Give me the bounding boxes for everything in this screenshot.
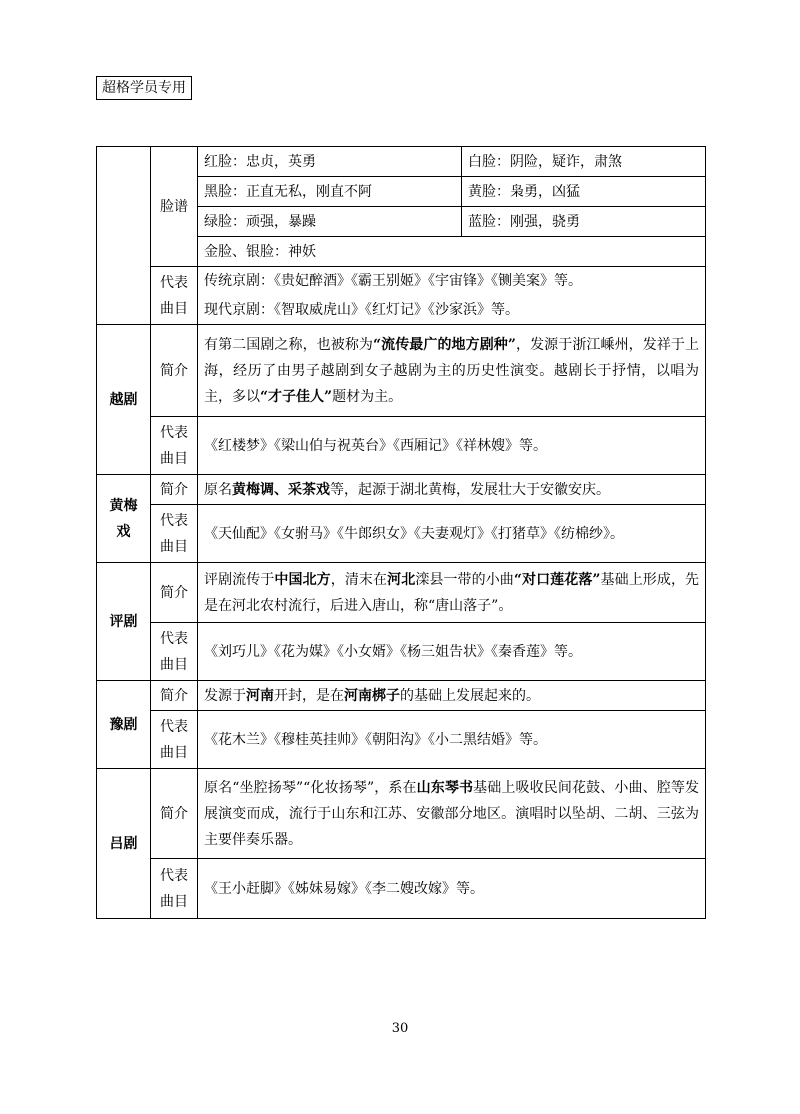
face-yellow: 黄脸：枭勇，凶猛	[462, 177, 706, 207]
pingju-intro-label: 简介	[151, 563, 198, 623]
yueju-intro: 有第二国剧之称，也被称为“流传最广的地方剧种”，发源于浙江嵊州，发祥于上海，经历了由男子越剧到女子越剧为主的历史性演变。越剧长于抒情，以唱为主，多以“才子佳人”题材为主。	[198, 325, 706, 417]
huangmeixi-rep-label: 代表 曲目	[151, 505, 198, 563]
lvju-name-cell: 吕剧	[97, 769, 151, 919]
huangmeixi-name-cell: 黄梅 戏	[97, 475, 151, 563]
jingju-lianpu-label: 脸谱	[151, 147, 198, 267]
pingju-rep: 《刘巧儿》《花为媒》《小女婿》《杨三姐告状》《秦香莲》等。	[198, 623, 706, 681]
pingju-rep-label: 代表 曲目	[151, 623, 198, 681]
face-black: 黑脸：正直无私，刚直不阿	[198, 177, 462, 207]
yueju-rep-label: 代表 曲目	[151, 417, 198, 475]
yuju-intro-label: 简介	[151, 681, 198, 711]
yueju-name-cell: 越剧	[97, 325, 151, 475]
yuju-name-cell: 豫剧	[97, 681, 151, 769]
face-red: 红脸：忠贞，英勇	[198, 147, 462, 177]
huangmeixi-intro-label: 简介	[151, 475, 198, 505]
yueju-intro-label: 简介	[151, 325, 198, 417]
face-blue: 蓝脸：刚强，骁勇	[462, 207, 706, 237]
lvju-rep-label: 代表 曲目	[151, 859, 198, 919]
yuju-intro: 发源于河南开封，是在河南梆子的基础上发展起来的。	[198, 681, 706, 711]
face-white: 白脸：阴险，疑诈，肃煞	[462, 147, 706, 177]
header-tag: 超格学员专用	[96, 76, 192, 100]
jingju-name-cell	[97, 147, 151, 325]
opera-table	[96, 146, 706, 919]
jingju-rep-label: 代表 曲目	[151, 267, 198, 325]
lvju-intro: 原名“坐腔扬琴”“化妆扬琴”，系在山东琴书基础上吸收民间花鼓、小曲、腔等发展演变而成，流行于山东和江苏、安徽部分地区。演唱时以坠胡、二胡、三弦为主要伴奏乐器。	[198, 769, 706, 859]
yuju-rep-label: 代表 曲目	[151, 711, 198, 769]
face-gold-silver: 金脸、银脸：神妖	[198, 237, 706, 267]
lvju-intro-label: 简介	[151, 769, 198, 859]
huangmeixi-rep: 《天仙配》《女驸马》《牛郎织女》《夫妻观灯》《打猪草》《纺棉纱》。	[198, 505, 706, 563]
pingju-name-cell: 评剧	[97, 563, 151, 681]
pingju-intro: 评剧流传于中国北方，清末在河北滦县一带的小曲“对口莲花落”基础上形成，先是在河北农村流行，后进入唐山，称“唐山落子”。	[198, 563, 706, 623]
huangmeixi-intro: 原名黄梅调、采茶戏等，起源于湖北黄梅，发展壮大于安徽安庆。	[198, 475, 706, 505]
page-number: 30	[391, 1021, 409, 1036]
lvju-rep: 《王小赶脚》《姊妹易嫁》《李二嫂改嫁》等。	[198, 859, 706, 919]
yuju-rep: 《花木兰》《穆桂英挂帅》《朝阳沟》《小二黑结婚》等。	[198, 711, 706, 769]
jingju-rep-modern: 现代京剧：《智取威虎山》《红灯记》《沙家浜》等。	[198, 296, 706, 325]
jingju-rep-traditional: 传统京剧：《贵妃醉酒》《霸王别姬》《宇宙锋》《铡美案》等。	[198, 267, 706, 296]
face-green: 绿脸：顽强，暴躁	[198, 207, 462, 237]
yueju-rep: 《红楼梦》《梁山伯与祝英台》《西厢记》《祥林嫂》等。	[198, 417, 706, 475]
